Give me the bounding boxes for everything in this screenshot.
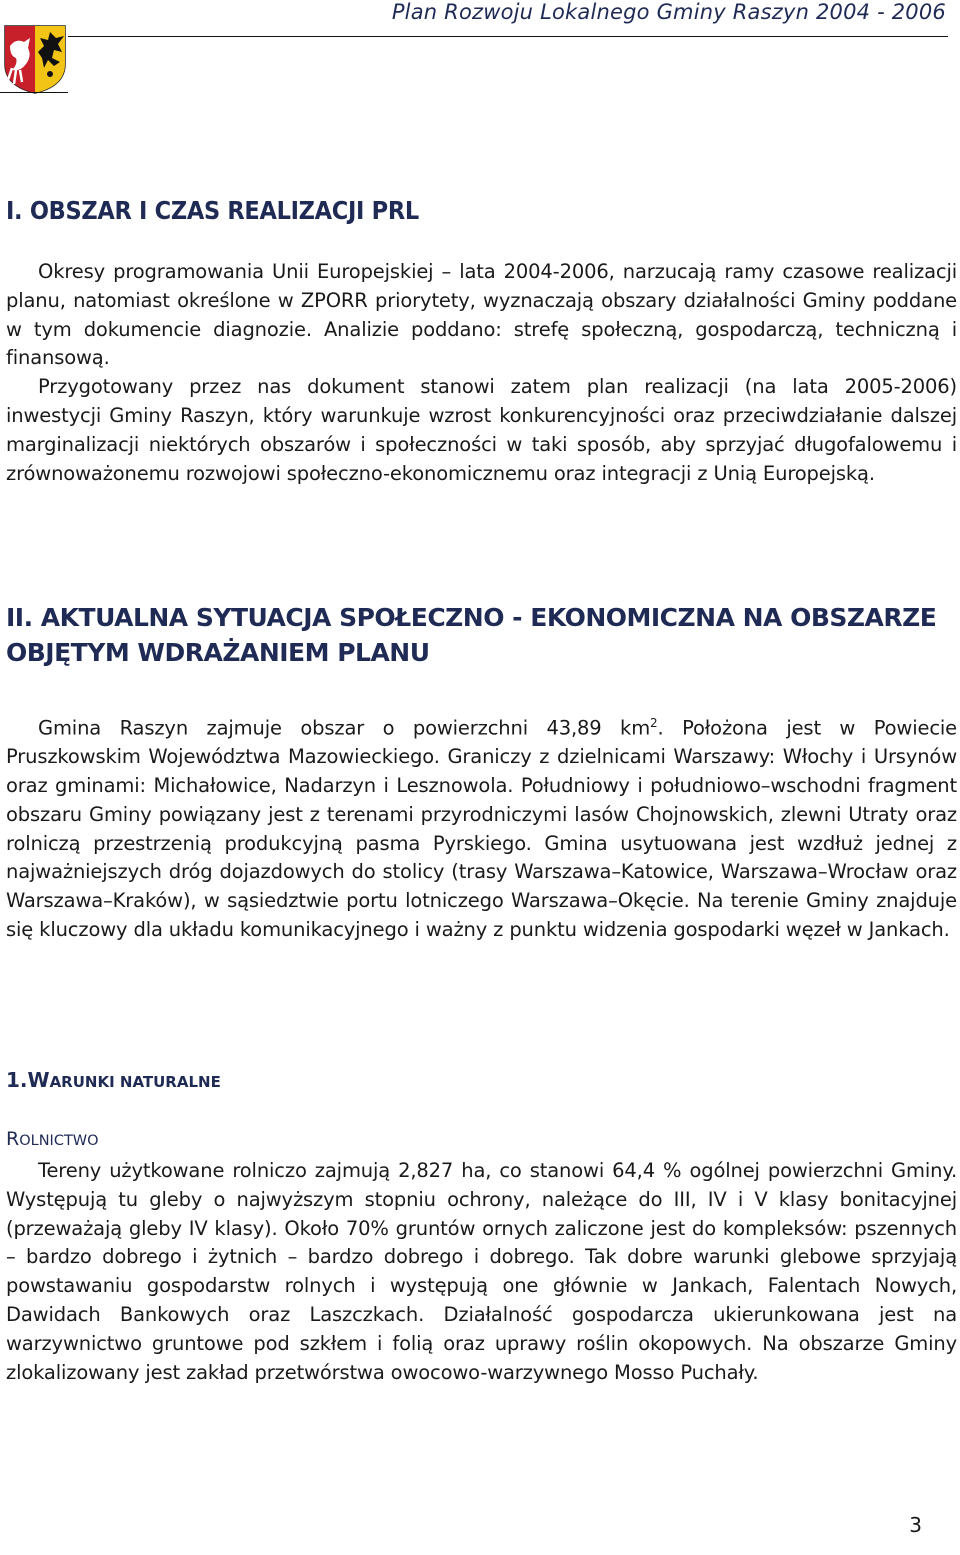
subsection-1-number: 1. xyxy=(6,1068,28,1092)
section-2-text-a: Gmina Raszyn zajmuje obszar o powierzchni 43,89 km xyxy=(38,716,651,740)
logo-rule xyxy=(0,92,68,93)
section-1-paragraph-1: Okresy programowania Unii Europejskiej – lata 2004-2006, narzucają ramy czasowe realizacji planu, natomiast określone w ZPORR priorytety, wyznaczają obszary działalności Gminy poddane w tym dokumencie diagnozie. Analizie poddano: strefę społeczną, gospodarczą, techniczną i finansową. xyxy=(6,260,957,370)
rolnictwo-cap: R xyxy=(6,1128,20,1150)
coat-of-arms-logo xyxy=(2,24,68,94)
subsection-1-heading xyxy=(6,1068,957,1092)
rolnictwo-body xyxy=(6,1157,957,1387)
header-title: Plan Rozwoju Lokalnego Gminy Raszyn 2004 - 2006 xyxy=(391,0,946,24)
section-1-paragraph-2: Przygotowany przez nas dokument stanowi zatem plan realizacji (na lata 2005-2006) inwestycji Gminy Raszyn, który warunkuje wzrost konkurencyjności oraz przeciwdziałanie dalszej marginalizacji niektórych obszarów i społeczności w taki sposób, aby sprzyjać długofalowemu i zrównoważonemu rozwojowi społeczno-ekonomicznemu oraz integracji z Unią Europejską. xyxy=(6,375,957,485)
section-1 xyxy=(6,196,957,225)
section-2-text-b: . Położona jest w Powiecie Pruszkowskim Województwa Mazowieckiego. Graniczy z dzielnicami Warszawy: Włochy i Ursynów oraz gminami: Michałowice, Nadarzyn i Lesznowola. Południowy i południowo–wschodni fragment obszaru Gminy powiązany jest z terenami przyrodniczymi lasów Chojnowskich, zlewni Utraty oraz rolniczą przestrzenią produkcyjną pasma Pyrskiego. Gmina usytuowana jest wzdłuż jednej z najważniejszych dróg dojazdowych do stolicy (trasy Warszawa–Katowice, Warszawa–Wrocław oraz Warszawa–Kraków), w sąsiedztwie portu lotniczego Warszawa–Okęcie. Na terenie Gminy znajduje się kluczowy dla układu komunikacyjnego i ważny z punktu widzenia gospodarki węzeł w Jankach. xyxy=(6,716,958,942)
rolnictwo-rest: OLNICTWO xyxy=(19,1133,99,1149)
subsection-1-cap: W xyxy=(27,1068,50,1092)
page-number: 3 xyxy=(909,1513,922,1537)
section-1-heading: I. OBSZAR I CZAS REALIZACJI PRL xyxy=(6,196,419,225)
header-rule xyxy=(68,36,948,37)
section-2 xyxy=(6,600,957,670)
section-2-body xyxy=(6,709,957,945)
section-2-paragraph xyxy=(6,709,957,945)
subsection-1-rest: ARUNKI NATURALNE xyxy=(49,1073,221,1091)
section-2-heading: II. AKTUALNA SYTUACJA SPOŁECZNO - EKONOMICZNA NA OBSZARZE OBJĘTYM WDRAŻANIEM PLANU xyxy=(6,603,937,667)
rolnictwo-heading xyxy=(6,1128,957,1150)
section-1-body xyxy=(6,258,957,488)
superscript: 2 xyxy=(650,716,658,730)
rolnictwo-paragraph: Tereny użytkowane rolniczo zajmują 2,827 ha, co stanowi 64,4 % ogólnej powierzchni Gminy. Występują tu gleby o najwyższym stopniu ochrony, należące do III, IV i V klasy bonitacyjnej (przeważają gleby IV klasy). Około 70% gruntów ornych zaliczone jest do kompleksów: pszennych – bardzo dobrego i żytnich – bardzo dobrego i dobrego. Tak dobre warunki glebowe sprzyjają powstawaniu gospodarstw rolnych i występują one głównie w Jankach, Falentach Nowych, Dawidach Bankowych oraz Laszczkach. Działalność gospodarcza ukierunkowana jest na warzywnictwo gruntowe pod szkłem i folią oraz uprawy roślin okopowych. Na obszarze Gminy zlokalizowany jest zakład przetwórstwa owocowo-warzywnego Mosso Puchały. xyxy=(6,1159,957,1384)
